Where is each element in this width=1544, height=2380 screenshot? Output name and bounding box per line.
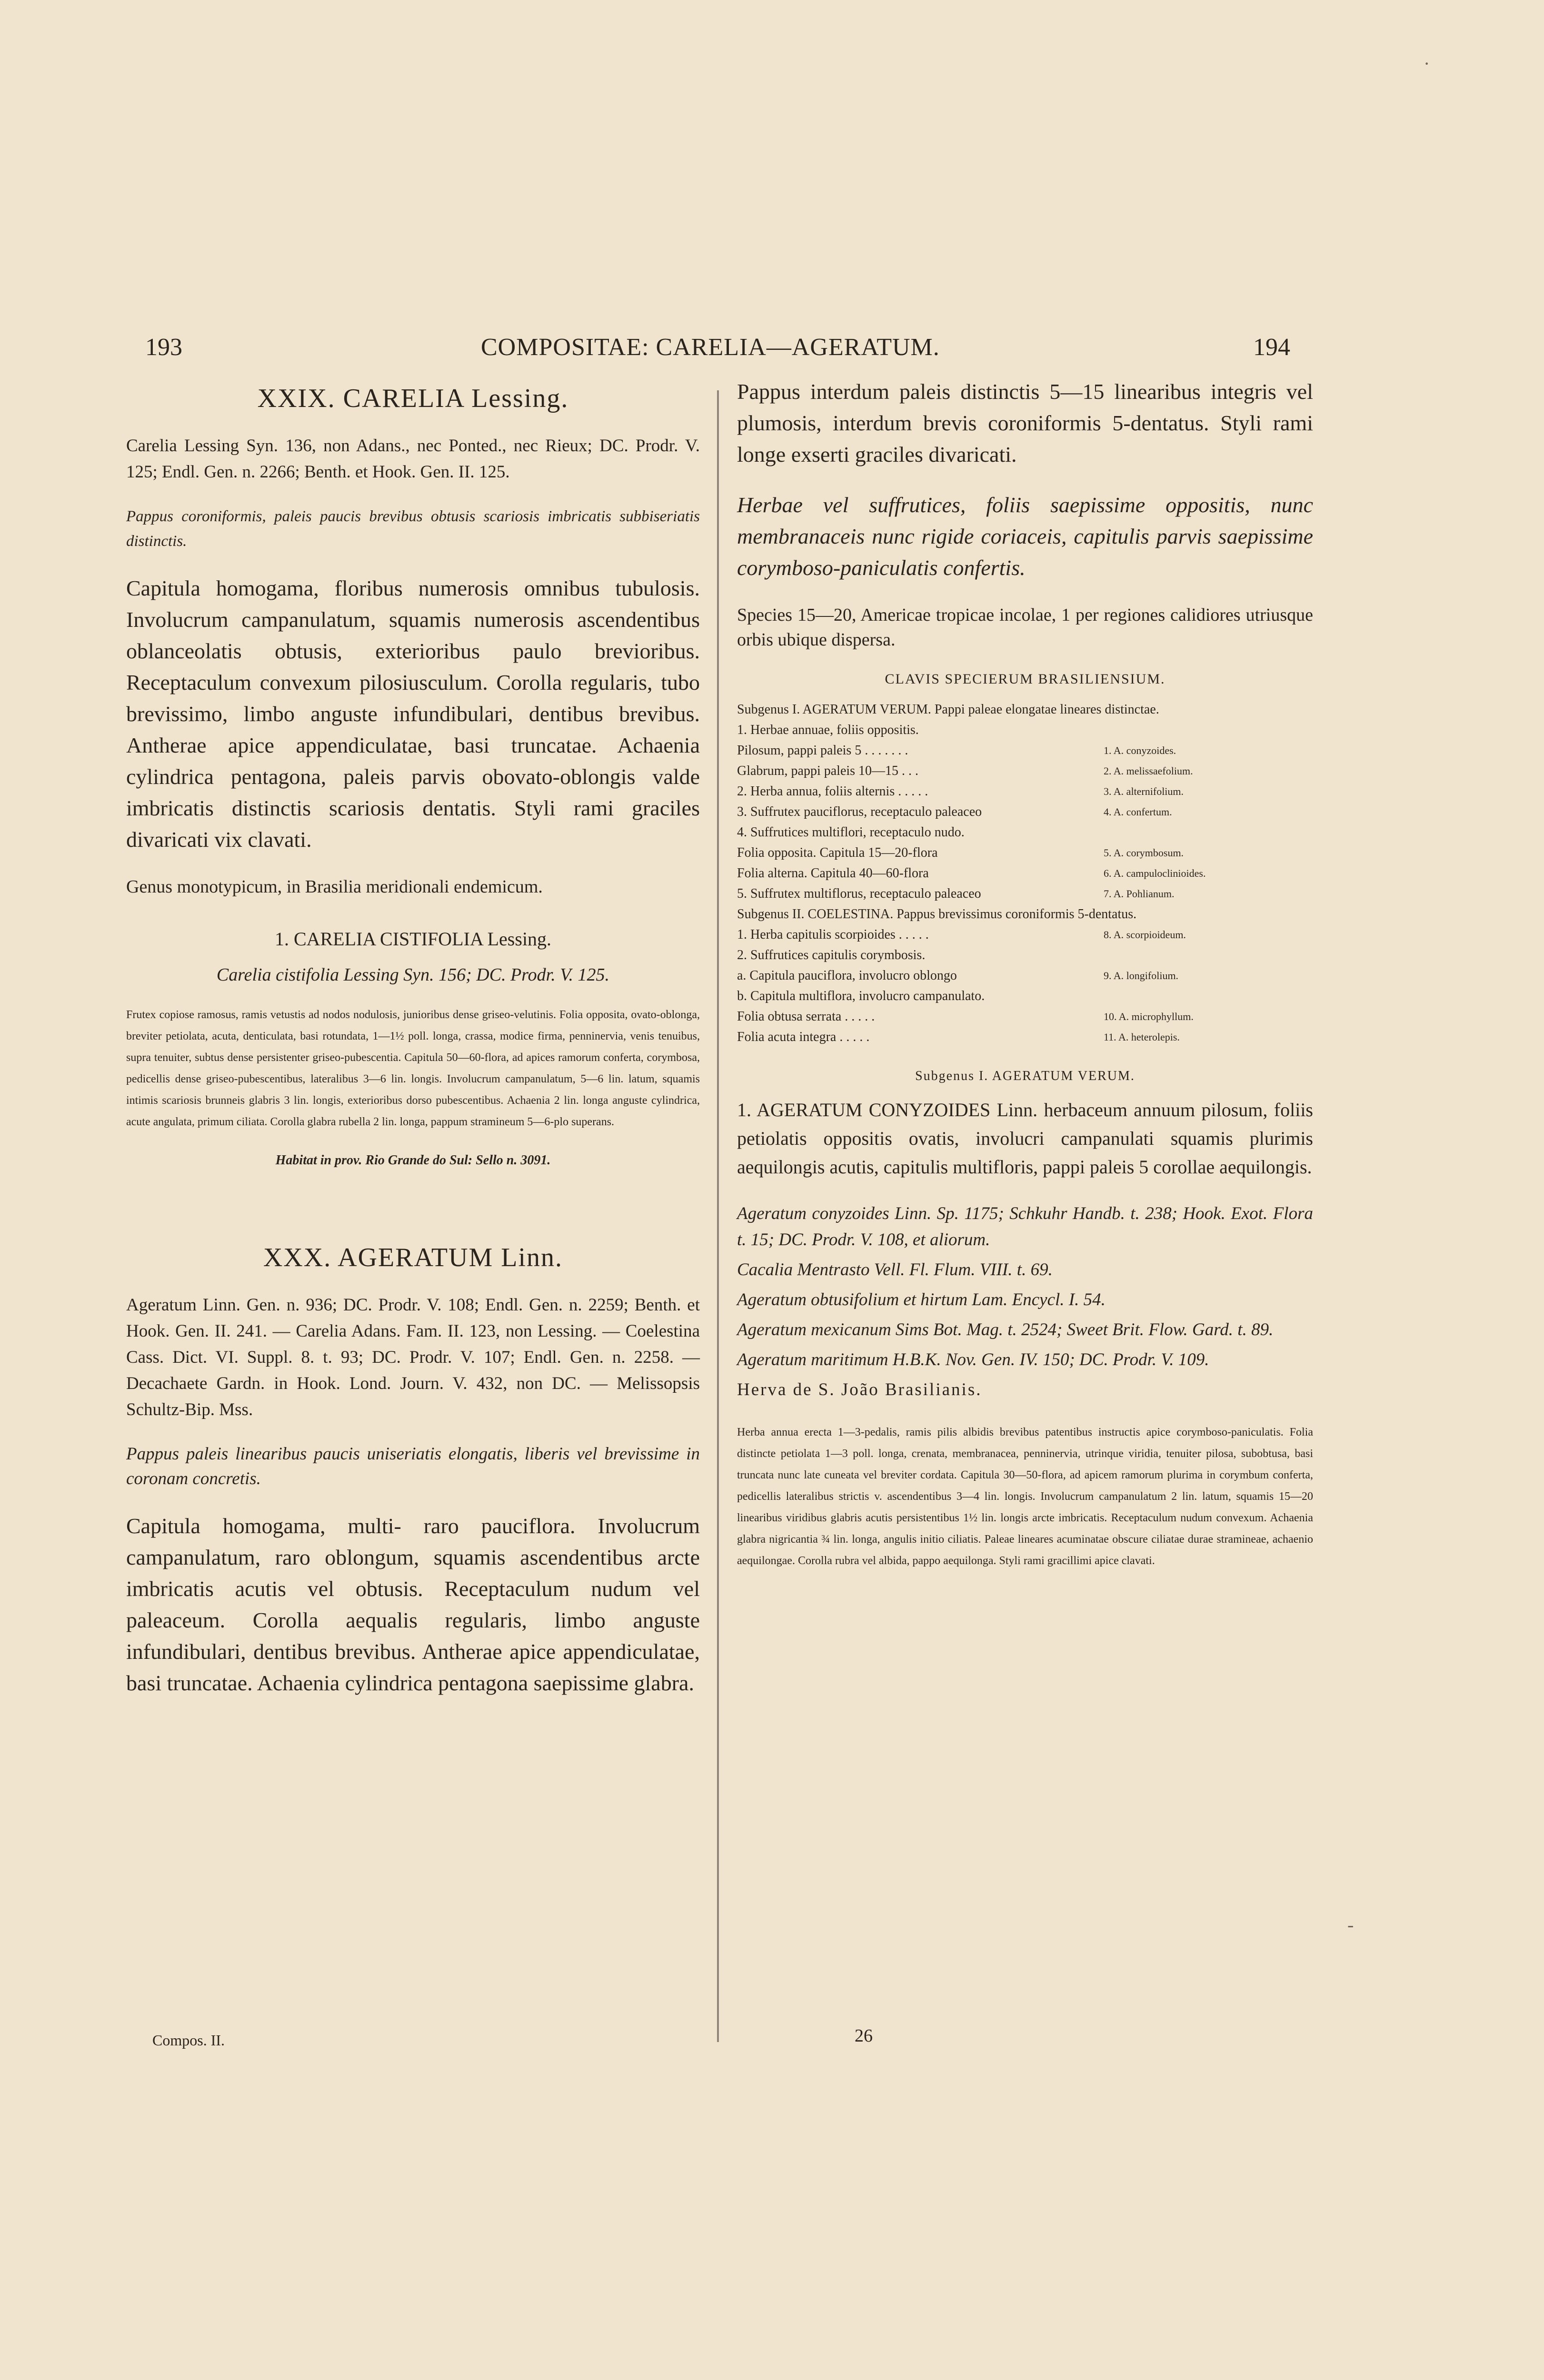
species-reference: Carelia cistifolia Lessing Syn. 156; DC. Prodr. V. 125. [216,965,610,985]
key-species: 3. A. alternifolium. [1104,785,1184,797]
key-species [1104,720,1313,740]
key-title: CLAVIS SPECIERUM BRASILIENSIUM. [885,671,1165,687]
right-column [737,376,1313,2017]
key-lead: 3. Suffrutex pauciflorus, receptaculo paleaceo [737,804,982,819]
genus-title-ageratum: XXX. AGERATUM Linn. [263,1243,563,1272]
key-species: 11. A. heterolepis. [1104,1031,1180,1043]
subgenus-heading: Subgenus I. AGERATUM VERUM. [915,1069,1135,1083]
key-row [737,843,1313,863]
right-page-number: 194 [1253,334,1290,361]
species-title-ageratum: 1. AGERATUM CONYZOIDES Linn. herbaceum annuum pilosum, foliis petiolatis oppositis ovatis, involucri campanulati squamis plurimis aequilongis acutis, capitulis multifloris, pappi paleis 5 corollae aequilongis. [737,1099,1313,1178]
key-species: 8. A. scorpioideum. [1104,929,1186,941]
key-lead: Pilosum, pappi paleis 5 . . . . . . . [737,743,908,758]
synonym-2: Cacalia Mentrasto Vell. Fl. Flum. VIII. t. 69. [737,1260,1053,1279]
genus-note: Genus monotypicum, in Brasilia meridionali endemicum. [126,877,543,897]
key-lead: 2. Suffrutices capitulis corymbosis. [737,948,926,962]
key-lead: 1. Herbae annuae, foliis oppositis. [737,723,919,737]
key-lead: Folia obtusa serrata . . . . . [737,1009,875,1024]
margin-mark: · [1424,53,1430,74]
key-row [737,904,1313,924]
signature-mark: Compos. II. [152,2032,225,2049]
key-row [737,863,1313,883]
key-species: 7. A. Pohlianum. [1104,888,1175,900]
pappus-continued: Pappus interdum paleis distinctis 5—15 linearibus integris vel plumosis, interdum brevis coroniformis 5-dentatus. Styli rami longe exserti graciles divaricati. [737,379,1313,466]
key-species: 4. A. confertum. [1104,806,1172,818]
key-lead: Folia opposita. Capitula 15—20-flora [737,845,938,860]
column-divider [717,390,719,2042]
left-page-number: 193 [145,334,182,361]
key-row [737,699,1313,720]
key-row [737,802,1313,822]
key-row [737,883,1313,904]
key-species: 2. A. melissaefolium. [1104,765,1193,777]
key-row [737,720,1313,740]
habit: Herbae vel suffrutices, foliis saepissime oppositis, nunc membranaceis nunc rigide coriaceis, capitulis parvis saepissime corymboso-paniculatis confertis. [737,493,1313,580]
key-row [737,822,1313,843]
key-lead: 4. Suffrutices multiflori, receptaculo nudo. [737,825,965,840]
key-species: 9. A. longifolium. [1104,970,1179,982]
key-species [1104,822,1313,843]
sheet-number: 26 [855,2026,873,2046]
key-lead: Subgenus II. COELESTINA. Pappus brevissimus coroniformis 5-dentatus. [737,907,1137,922]
genus-title-carelia: XXIX. CARELIA Lessing. [257,384,569,413]
species-key [737,699,1313,1047]
key-lead: Glabrum, pappi paleis 10—15 . . . [737,764,919,778]
key-species [1104,945,1313,965]
key-species [1136,904,1313,924]
synonym-1: Ageratum conyzoides Linn. Sp. 1175; Schkuhr Handb. t. 238; Hook. Exot. Flora t. 15; DC. Prodr. V. 108, et aliorum. [737,1204,1313,1250]
key-row [737,1027,1313,1047]
key-row [737,945,1313,965]
key-lead: 1. Herba capitulis scorpioides . . . . . [737,927,929,942]
key-species: 10. A. microphyllum. [1104,1011,1194,1022]
synonym-5: Ageratum maritimum H.B.K. Nov. Gen. IV. 150; DC. Prodr. V. 109. [737,1350,1209,1369]
margin-mark: - [1347,1914,1354,1935]
genus2-description: Capitula homogama, multi- raro pauciflora. Involucrum campanulatum, raro oblongum, squamis ascendentibus arcte imbricatis acutis vel obtusis. Receptaculum nudum vel paleaceum. Corolla aequalis regularis, limbo anguste infundibulari, dentibus brevibus. Antherae apice appendiculatae, basi truncatae. Achaenia cylindrica pentagona saepissime glabra. [126,1514,700,1695]
key-lead: 2. Herba annua, foliis alternis . . . . . [737,784,928,799]
species-description: Frutex copiose ramosus, ramis vetustis ad nodos nodulosis, junioribus dense griseo-velutinis. Folia opposita, ovato-oblonga, breviter petiolata, acuta, denticulata, basi rotundata, 1—1½ poll. longa, crassa, modice firma, penninervia, venis tenuibus, supra tenuiter, subtus dense persistenter griseo-pubescentia. Capitula 50—60-flora, ad apices ramorum conferta, corymbosa, pedicellis dense griseo-pubescentibus, lateralibus 3—6 lin. longis. Involucrum campanulatum, 5—6 lin. latum, squamis intimis scariosis brunneis glabris 3 lin. longis, exterioribus dorso pubescentibus. Achaenia 2 lin. longa anguste cylindrica, acute angulata, primum ciliata. Corolla glabra rubella 2 lin. longa, pappum stramineum 5—6-plo superans. [126,1009,700,1128]
key-species [1104,986,1313,1006]
running-head: COMPOSITAE: CARELIA—AGERATUM. [481,334,940,361]
key-species [1159,699,1313,720]
key-species: 6. A. campuloclinioides. [1104,867,1206,879]
key-lead: Folia alterna. Capitula 40—60-flora [737,866,929,881]
key-row [737,965,1313,986]
genus-description: Capitula homogama, floribus numerosis omnibus tubulosis. Involucrum campanulatum, squamis numerosis ascendentibus oblanceolatis obtusis, exterioribus paulo brevioribus. Receptaculum convexum pilosiusculum. Corolla regularis, tubo brevissimo, limbo anguste infundibulari, dentibus brevibus. Antherae apice appendiculatae, basi truncatae. Achaenia cylindrica pentagona, paleis parvis obovato-oblongis valde imbricatis distinctis scariosis dentatis. Styli rami graciles divaricati vix clavati. [126,576,700,852]
species-description-ageratum: Herba annua erecta 1—3-pedalis, ramis pilis albidis brevibus patentibus instructis apice corymboso-paniculatis. Folia distincte petiolata 1—3 poll. longa, crenata, membranacea, penninervia, utrinque viridia, tenuiter pilosa, subobtusa, basi truncata nunc late cuneata vel breviter cordata. Capitula 30—50-flora, ad apicem ramorum plurima in corymbum conferta, pedicellis lateralibus strictis v. ascendentibus 3—4 lin. longis. Involucrum campanulatum 2 lin. latum, squamis 15—20 linearibus viridibus glabris acutis persistentibus 1½ lin. longis arcte imbricatis. Receptaculum nudum convexum. Achaenia glabra nigricantia ¾ lin. longa, angulis initio ciliatis. Paleae lineares acuminatae obscure ciliatae durae stramineae, achaenio aequilongae. Corolla rubra vel albida, pappo aequilonga. Styli rami gracillimi apice clavati. [737,1426,1313,1567]
key-row [737,986,1313,1006]
key-row [737,740,1313,761]
key-row [737,924,1313,945]
key-row [737,761,1313,781]
key-lead: a. Capitula pauciflora, involucro oblongo [737,968,957,983]
key-lead: b. Capitula multiflora, involucro campanulato. [737,989,985,1003]
habitat: Habitat in prov. Rio Grande do Sul: Sello n. 3091. [275,1153,551,1168]
left-column [126,376,700,2017]
genus-references: Carelia Lessing Syn. 136, non Adans., nec Ponted., nec Rieux; DC. Prodr. V. 125; Endl. Gen. n. 2266; Benth. et Hook. Gen. II. 125. [126,436,700,482]
key-species: 5. A. corymbosum. [1104,847,1184,859]
pappus2-note: Pappus paleis linearibus paucis uniseriatis elongatis, liberis vel brevissime in coronam concretis. [126,1444,700,1488]
key-row [737,781,1313,802]
key-row [737,1006,1313,1027]
key-species: 1. A. conyzoides. [1104,744,1176,756]
key-lead: Subgenus I. AGERATUM VERUM. Pappi paleae elongatae lineares distinctae. [737,702,1159,717]
vernacular-name: Herva de S. João Brasilianis. [737,1380,982,1399]
species-count: Species 15—20, Americae tropicae incolae, 1 per regiones calidiores utriusque orbis ubique dispersa. [737,605,1313,650]
synonym-3: Ageratum obtusifolium et hirtum Lam. Encycl. I. 54. [737,1290,1106,1309]
synonym-4: Ageratum mexicanum Sims Bot. Mag. t. 2524; Sweet Brit. Flow. Gard. t. 89. [737,1320,1274,1339]
genus2-references: Ageratum Linn. Gen. n. 936; DC. Prodr. V. 108; Endl. Gen. n. 2259; Benth. et Hook. Gen. II. 241. — Carelia Adans. Fam. II. 123, non Lessing. — Coelestina Cass. Dict. VI. Suppl. 8. t. 93; DC. Prodr. V. 107; Endl. Gen. n. 2258. — Decachaete Gardn. in Hook. Lond. Journ. V. 432, non DC. — Melissopsis Schultz-Bip. Mss. [126,1295,700,1419]
pappus-note: Pappus coroniformis, paleis paucis brevibus obtusis scariosis imbricatis subbiseriatis distinctis. [126,508,700,550]
key-lead: 5. Suffrutex multiflorus, receptaculo paleaceo [737,886,981,901]
species-title-carelia: 1. CARELIA CISTIFOLIA Lessing. [274,928,552,950]
key-lead: Folia acuta integra . . . . . [737,1030,870,1044]
